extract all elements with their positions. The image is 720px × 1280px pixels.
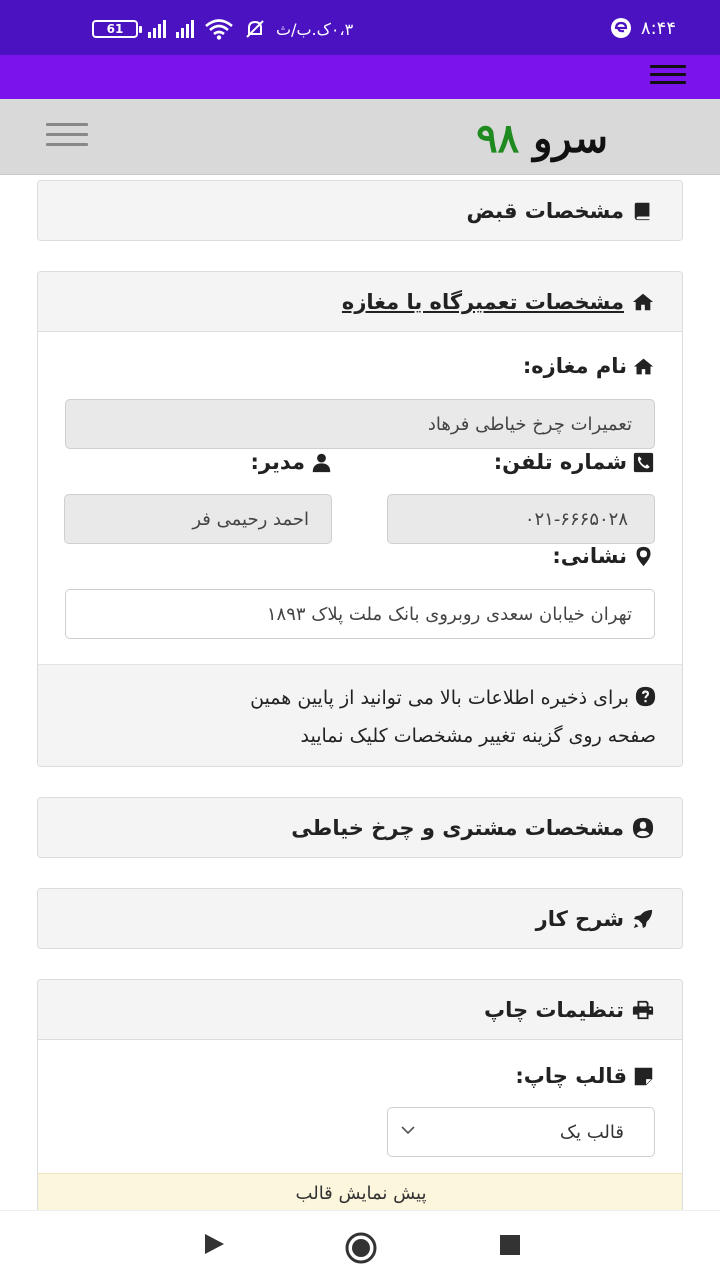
phone-label-text: شماره تلفن: bbox=[493, 450, 627, 474]
site-logo[interactable] bbox=[476, 117, 608, 161]
receipt-title: مشخصات قبض bbox=[466, 199, 624, 223]
shop-help-box bbox=[38, 664, 683, 767]
clock: ۸:۴۴ bbox=[640, 17, 676, 39]
signal-icon bbox=[148, 20, 166, 38]
help-line-1 bbox=[66, 679, 656, 717]
template-preview-button[interactable]: پیش نمایش قالب bbox=[38, 1173, 683, 1210]
address-label bbox=[552, 544, 654, 568]
app-bar bbox=[0, 55, 720, 99]
manager-label bbox=[251, 450, 332, 474]
chevron-down-icon bbox=[400, 1122, 416, 1138]
logo-number: ۹۸ bbox=[476, 115, 520, 162]
battery-level: 61 bbox=[106, 22, 124, 36]
print-title: تنظیمات چاپ bbox=[484, 997, 624, 1022]
print-card-header[interactable] bbox=[38, 980, 682, 1040]
status-bar bbox=[0, 0, 720, 55]
manager-label-text: مدیر: bbox=[250, 450, 305, 474]
recents-icon[interactable] bbox=[500, 1235, 520, 1255]
network-speed: ۰،۳ک.ب/ث bbox=[276, 19, 354, 39]
shop-name-field[interactable]: تعمیرات چرخ خیاطی فرهاد bbox=[65, 399, 655, 449]
hamburger-menu-icon[interactable] bbox=[46, 123, 88, 149]
status-left bbox=[92, 18, 353, 40]
app-menu-icon[interactable] bbox=[650, 65, 686, 89]
receipt-card-header[interactable] bbox=[38, 181, 682, 241]
shop-title: مشخصات تعمیرگاه یا مغازه bbox=[341, 289, 624, 314]
user-circle-icon bbox=[632, 817, 654, 839]
rocket-icon bbox=[632, 908, 654, 930]
status-right bbox=[609, 16, 676, 40]
muted-bell-icon bbox=[244, 18, 266, 40]
shop-card bbox=[37, 271, 683, 767]
print-card bbox=[37, 979, 683, 1210]
customer-card-header[interactable] bbox=[38, 798, 682, 858]
back-icon[interactable] bbox=[203, 1233, 225, 1255]
job-title: شرح کار bbox=[535, 907, 624, 931]
system-nav-bar bbox=[0, 1210, 720, 1280]
receipt-card bbox=[37, 180, 683, 241]
shop-name-label bbox=[523, 354, 654, 378]
book-icon bbox=[632, 200, 654, 222]
wifi-icon bbox=[204, 18, 234, 40]
battery-icon bbox=[92, 20, 138, 38]
job-card bbox=[37, 888, 683, 949]
sticky-note-icon bbox=[633, 1066, 654, 1087]
question-circle-icon bbox=[635, 686, 656, 707]
customer-title: مشخصات مشتری و چرخ خیاطی bbox=[291, 816, 624, 840]
manager-field[interactable]: احمد رحیمی فر bbox=[64, 494, 332, 544]
customer-card bbox=[37, 797, 683, 858]
map-marker-icon bbox=[633, 546, 654, 567]
address-field[interactable]: تهران خیابان سعدی روبروی بانک ملت پلاک ۱۸۹۳ bbox=[65, 589, 655, 639]
template-label-text: قالب چاپ: bbox=[515, 1064, 627, 1088]
main-content bbox=[0, 175, 720, 1210]
address-label-text: نشانی: bbox=[552, 544, 627, 568]
site-header bbox=[0, 99, 720, 175]
app-notification-icon bbox=[609, 16, 633, 40]
home-button-icon[interactable] bbox=[344, 1231, 378, 1265]
help-line-2: صفحه روی گزینه تغییر مشخصات کلیک نمایید bbox=[300, 725, 656, 747]
phone-label bbox=[494, 450, 654, 474]
home-icon bbox=[633, 356, 654, 377]
shop-card-header[interactable] bbox=[38, 272, 682, 332]
template-label bbox=[515, 1064, 654, 1088]
user-icon bbox=[311, 452, 332, 473]
printer-icon bbox=[632, 999, 654, 1021]
signal-2-icon bbox=[176, 20, 194, 38]
phone-icon bbox=[633, 452, 654, 473]
help-line-1-text: برای ذخیره اطلاعات بالا می توانید از پایین همین bbox=[250, 687, 629, 709]
logo-text: سرو bbox=[533, 115, 608, 162]
template-select[interactable] bbox=[387, 1107, 655, 1157]
template-selected-value: قالب یک bbox=[559, 1121, 624, 1143]
shop-name-label-text: نام مغازه: bbox=[522, 354, 627, 378]
job-card-header[interactable] bbox=[38, 889, 682, 949]
phone-field[interactable]: ۰۲۱-۶۶۶۵۰۲۸ bbox=[387, 494, 655, 544]
home-icon bbox=[632, 291, 654, 313]
